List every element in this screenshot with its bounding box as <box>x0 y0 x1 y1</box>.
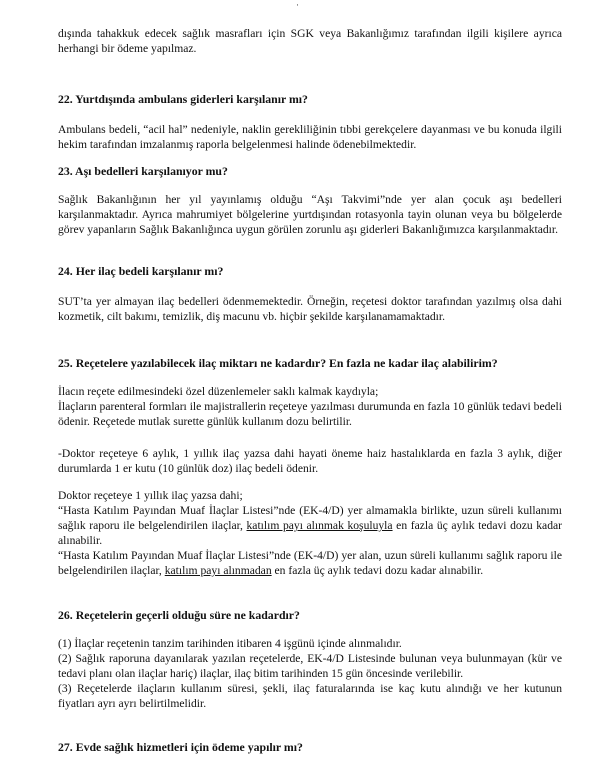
q26-heading: 26. Reçetelerin geçerli olduğu süre ne kadardır? <box>58 608 300 622</box>
q26-item-1: (1) İlaçlar reçetenin tanzim tarihinden itibaren 4 işgünü içinde alınmalıdır. <box>58 637 402 650</box>
q23-answer: Sağlık Bakanlığının her yıl yayınlamış olduğu “Aşı Takvimi”nde yer alan çocuk aşı bedelleri karşılanmaktadır. Ayrıca mahrumiyet bölgelerine yurtdışından rotasyonla tayin olunan veya bu bölgelerde görev yapanların Sağlık Bakanlığınca uygun görülen zorunlu aşı giderleri Bakanlığımızca karşılanmaktadır. <box>58 193 562 236</box>
q22-heading: 22. Yurtdışında ambulans giderleri karşılanır mı? <box>58 92 308 106</box>
q27-heading: 27. Evde sağlık hizmetleri için ödeme yapılır mı? <box>58 740 303 754</box>
q25-paragraph-1: İlacın reçete edilmesindeki özel düzenlemeler saklı kalmak kaydıyla; <box>58 385 379 398</box>
q25-p6-text-b: en fazla üç aylık tedavi dozu kadar alınabilir. <box>271 564 484 577</box>
q24-answer: SUT’ta yer almayan ilaç bedelleri ödenmemektedir. Örneğin, reçetesi doktor tarafından yazılmış olsa dahi kozmetik, cilt bakımı, temizlik, diş macunu vb. hiçbir şekilde karşılanamamaktadır. <box>58 295 562 323</box>
q25-paragraph-2: İlaçların parenteral formları ile majistrallerin reçeteye yazılması durumunda en fazla 10 günlük tedavi bedeli ödenir. Reçetede mutlak surette günlük kullanım dozu belirtilir. <box>58 400 562 428</box>
q25-paragraph-3: -Doktor reçeteye 6 aylık, 1 yıllık ilaç yazsa dahi hayati öneme haiz hastalıklarda en fazla 3 aylık, diğer durumlarda 1 er kutu (10 günlük doz) ilaç bedeli ödenir. <box>58 447 562 475</box>
q24-heading: 24. Her ilaç bedeli karşılanır mı? <box>58 264 224 278</box>
q25-p5-text-b: en fazla üç aylık tedavi dozu kadar alınabilir. <box>58 519 562 547</box>
q25-paragraph-6 <box>58 548 562 578</box>
q26-item-3: (3) Reçetelerde ilaçların kullanım süresi, şekli, ilaç faturalarında ise kaç kutu alındığı ve her kutunun fiyatları ayrı ayrı belirtilmelidir. <box>58 682 562 710</box>
q25-paragraph-5 <box>58 503 562 548</box>
q25-p6-underlined: katılım payı alınmadan <box>164 564 272 577</box>
q25-p5-text-a: “Hasta Katılım Payından Muaf İlaçlar Listesi”nde (EK-4/D) yer almamakla birlikte, uzun süreli kullanımı sağlık raporu ile belgelendirilen ilaçlar, <box>58 504 562 532</box>
q25-heading: 25. Reçetelere yazılabilecek ilaç miktarı ne kadardır? En fazla ne kadar ilaç alabilirim? <box>58 356 498 370</box>
q26-item-2: (2) Sağlık raporuna dayanılarak yazılan reçetelerde, EK-4/D Listesinde bulunan veya bulunmayan (kür ve tedavi planı olan ilaçlar hariç) ilaçlar, ilaç bitim tarihinden 15 gün öncesinde verilebilir. <box>58 652 562 680</box>
top-mark: · <box>296 0 299 10</box>
q25-p5-underlined: katılım payı alınmak koşuluyla <box>246 519 393 532</box>
q23-heading: 23. Aşı bedelleri karşılanıyor mu? <box>58 164 228 178</box>
q22-answer: Ambulans bedeli, “acil hal” nedeniyle, naklin gerekliliğinin tıbbi gerekçelere dayanması ve bu konuda ilgili hekim tarafından imzalanmış raporla belgelenmesi halinde ödenebilmektedir. <box>58 123 562 151</box>
q25-paragraph-4: Doktor reçeteye 1 yıllık ilaç yazsa dahi; <box>58 489 243 502</box>
intro-paragraph: dışında tahakkuk edecek sağlık masrafları için SGK veya Bakanlığımız tarafından ilgili kişilere ayrıca herhangi bir ödeme yapılmaz. <box>58 27 562 55</box>
q25-p6-text-a: “Hasta Katılım Payından Muaf İlaçlar Listesi”nde (EK-4/D) yer alan, uzun süreli kullanımı sağlık raporu ile belgelendirilen ilaçlar, <box>58 549 562 577</box>
